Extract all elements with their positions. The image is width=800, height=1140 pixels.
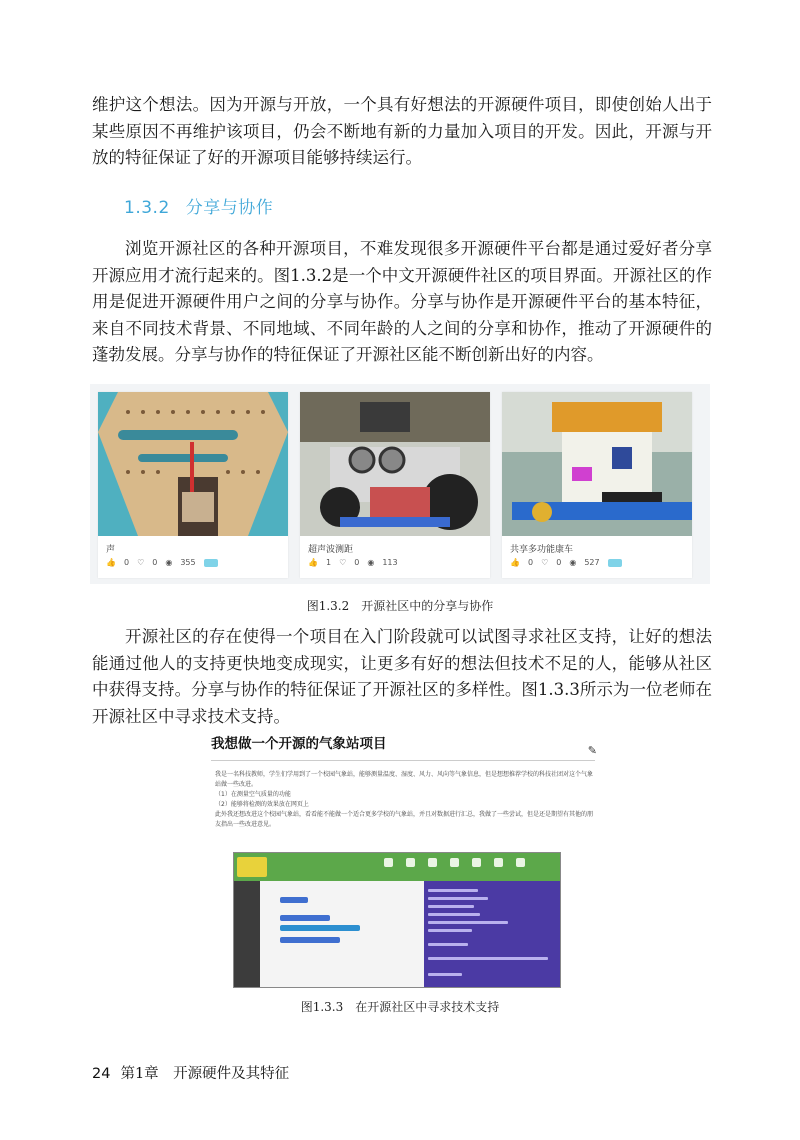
project-image: [98, 392, 288, 536]
ide-tool-icon: [406, 858, 415, 867]
favorite-icon[interactable]: ♡: [137, 558, 145, 567]
section-title: 分享与协作: [185, 198, 274, 218]
view-icon: ◉: [569, 558, 577, 567]
favorite-count: 0: [354, 558, 360, 567]
paragraph-2: 浏览开源社区的各种开源项目，不难发现很多开源硬件平台都是通过爱好者分享开源应用才流行起来的。图1.3.2是一个中文开源硬件社区的项目界面。开源社区的作用是促进开源硬件用户之间的分享与协作。分享与协作是开源硬件平台的基本特征，来自不同技术背景、不同地域、不同年龄的人之间的分享和协作，推动了开源硬件的蓬勃发展。分享与协作的特征保证了开源社区能不断创新出好的内容。: [92, 239, 712, 364]
paragraph-3: 开源社区的存在使得一个项目在入门阶段就可以试图寻求社区支持，让好的想法能通过他人的支持更快地变成现实，让更多有好的想法但技术不足的人，能够从社区中获得支持。分享与协作的特征保证了开源社区的多样性。图1.3.3所示为一位老师在开源社区中寻求技术支持。: [92, 627, 712, 726]
question-text: 此外我还想改进这个校园气象站，看看能不能做一个适合更多学校的气象站，并且对数据进行汇总，我做了一些尝试，但是还是期望有其他的朋友指出一些改进意见。: [215, 811, 594, 828]
view-icon: ◉: [367, 558, 375, 567]
project-stats: [510, 558, 622, 567]
ide-tool-icon: [472, 858, 481, 867]
project-title: 声: [106, 545, 116, 555]
figure-1-caption: 图1.3.2 开源社区中的分享与协作: [306, 599, 494, 613]
like-icon[interactable]: 👍: [510, 558, 520, 567]
divider: [211, 760, 595, 761]
page-number: 24: [92, 1066, 111, 1082]
ide-tool-icon: [516, 858, 525, 867]
ide-tool-icon: [450, 858, 459, 867]
project-card[interactable]: [300, 392, 490, 578]
like-count: 1: [325, 558, 332, 567]
ide-logo: [237, 857, 267, 877]
project-card[interactable]: [98, 392, 288, 578]
view-count: 527: [584, 558, 600, 567]
project-title: 共享多功能康车: [510, 545, 574, 555]
figure-2-caption: 图1.3.3 在开源社区中寻求技术支持: [300, 1000, 500, 1014]
favorite-icon[interactable]: ♡: [339, 558, 347, 567]
like-icon[interactable]: 👍: [106, 558, 116, 567]
ide-category-list: [234, 881, 260, 987]
project-stats: [106, 558, 218, 567]
favorite-count: 0: [556, 558, 562, 567]
figure-community-projects: [90, 384, 710, 584]
question-text: 我是一名科技教师，学生们学用到了一个校园气象站，能够测量温度、湿度、风力、风向等气象信息，但是想想推荐学校的科技社团对这个气象站做一些改进。: [215, 771, 594, 788]
ide-screenshot: [233, 852, 561, 988]
project-card[interactable]: [502, 392, 692, 578]
ide-workspace: [260, 881, 424, 987]
like-count: 0: [527, 558, 534, 567]
page-footer: [92, 1062, 289, 1083]
question-body: [215, 770, 593, 830]
like-icon[interactable]: 👍: [308, 558, 318, 567]
edit-icon[interactable]: ✎: [587, 744, 597, 757]
view-count: 355: [180, 558, 196, 567]
favorite-icon[interactable]: ♡: [541, 558, 549, 567]
ide-tool-icon: [494, 858, 503, 867]
figure-help-request: [207, 730, 599, 992]
code-block: [280, 915, 330, 921]
ide-toolbar: [234, 853, 560, 881]
chapter-title: 第1章 开源硬件及其特征: [120, 1066, 290, 1082]
view-icon: ◉: [165, 558, 173, 567]
project-tag: [204, 559, 219, 567]
project-title: 超声波测距: [308, 545, 354, 555]
project-tag: [608, 559, 623, 567]
code-block: [280, 925, 360, 931]
project-image: [502, 392, 692, 536]
view-count: 113: [382, 558, 398, 567]
project-stats: [308, 558, 398, 567]
code-block: [280, 897, 308, 903]
section-heading: [124, 193, 273, 218]
question-item: （1）在测量空气质量的功能: [215, 791, 291, 798]
ide-code-panel: [424, 881, 560, 987]
ide-tool-icon: [428, 858, 437, 867]
paragraph-1: 维护这个想法。因为开源与开放，一个具有好想法的开源硬件项目，即使创始人出于某些原因不再维护该项目，仍会不断地有新的力量加入项目的开发。因此，开源与开放的特征保证了好的开源项目能够持续运行。: [92, 95, 712, 167]
question-title: 我想做一个开源的气象站项目: [211, 736, 387, 752]
code-block: [280, 937, 340, 943]
ide-tool-icon: [384, 858, 393, 867]
favorite-count: 0: [152, 558, 158, 567]
like-count: 0: [123, 558, 130, 567]
project-image: [300, 392, 490, 536]
section-number: 1.3.2: [124, 198, 170, 218]
question-item: （2）能够将检测的效果放在网页上: [215, 801, 309, 808]
